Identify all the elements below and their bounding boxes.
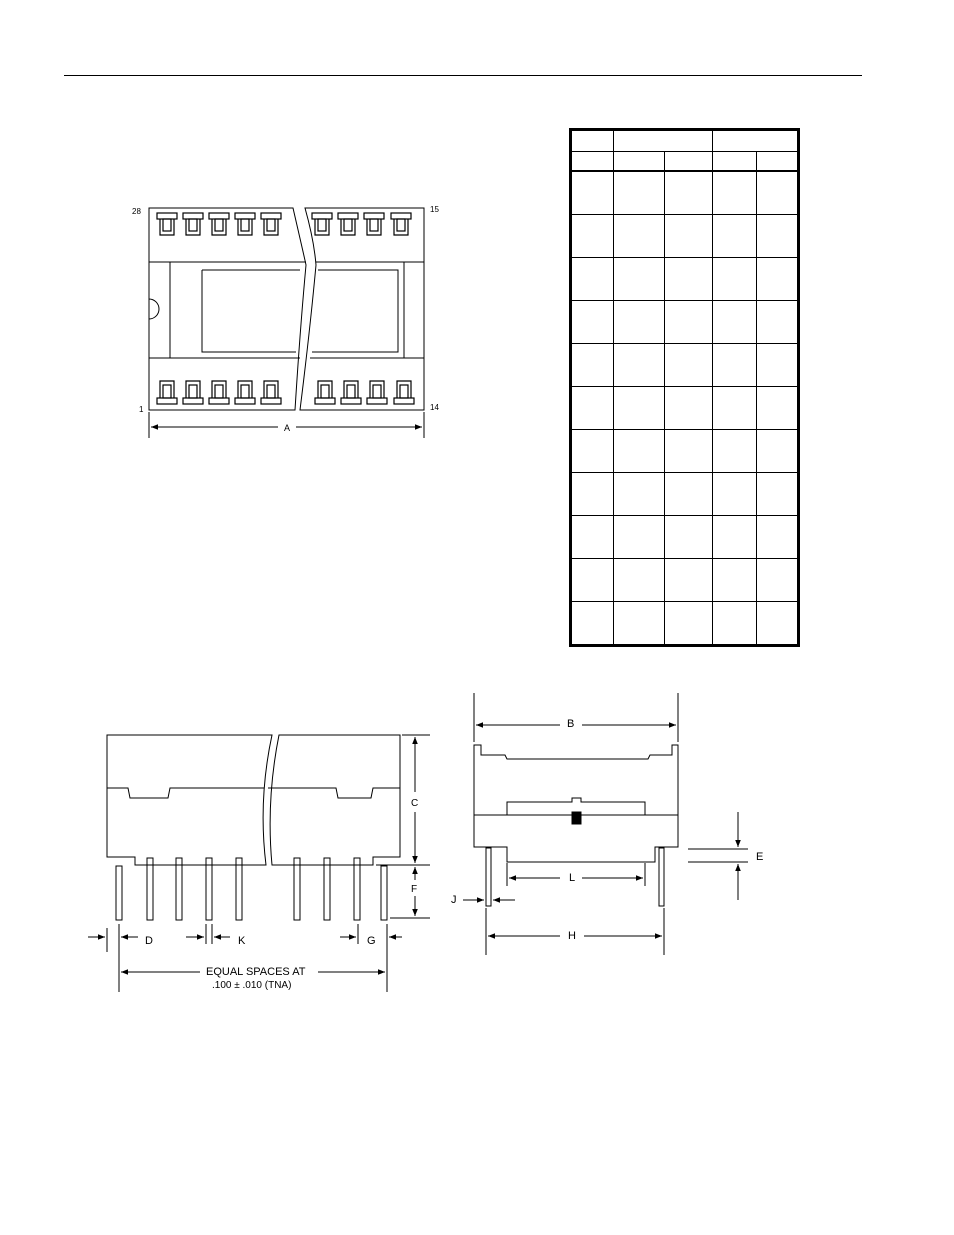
lead [206,858,212,920]
top-view [149,208,424,410]
dim-label-l: L [569,872,576,884]
end-view [474,745,678,906]
lead [324,858,330,920]
pin-label-15: 15 [430,205,439,214]
pin-pad [394,381,414,404]
pin-pad [209,213,229,235]
dimension-e [688,812,748,900]
bottom-row-pins [157,381,414,404]
pin-pad [391,213,411,235]
lead [147,858,153,920]
pin-pad [235,381,255,404]
lead [236,858,242,920]
dimension-b [474,693,678,742]
pin1-notch [149,299,159,319]
lead [354,858,360,920]
pin-pad [157,213,177,235]
pin-pad [315,381,335,404]
side-view-leads [116,858,387,920]
lead [116,866,122,920]
end-view-body [474,745,678,862]
end-lead-left [486,848,491,906]
pin-pad [261,381,281,404]
side-view-body-left [107,735,272,865]
spacing-note-line1: EQUAL SPACES AT [206,966,306,978]
dim-label-j: J [451,894,457,906]
pin-label-1: 1 [139,405,144,414]
top-view-body-left [149,208,306,410]
pin-pad [209,381,229,404]
dimension-l [507,863,645,886]
pin-pad [261,213,281,235]
spacing-note-line2: .100 ± .010 (TNA) [212,980,292,991]
pin-pad [157,381,177,404]
top-view-body-right [300,208,424,410]
pin-label-14: 14 [430,403,439,412]
pin-pad [183,381,203,404]
dim-label-g: G [367,935,376,947]
dim-label-b: B [567,718,575,730]
dim-label-f: F [411,884,418,895]
top-row-pins [157,213,411,235]
dim-label-a: A [284,423,291,433]
dim-label-d: D [145,935,153,947]
side-view [107,735,400,865]
dimension-c-f [376,735,430,918]
lid-outline-left [202,270,300,352]
pin-pad [312,213,332,235]
pin-pad [338,213,358,235]
pin-label-28: 28 [132,207,141,216]
dim-label-h: H [568,930,576,942]
pin-pad [341,381,361,404]
side-view-body-right [270,735,400,865]
end-lead-right [659,848,664,906]
dim-label-c: C [411,798,419,809]
dim-label-e: E [756,851,764,863]
lead [294,858,300,920]
pin-pad [367,381,387,404]
lead [381,866,387,920]
dim-label-k: K [238,935,246,947]
pin-pad [235,213,255,235]
pin-pad [364,213,384,235]
pin-pad [183,213,203,235]
seal-marker [572,812,581,824]
lid-outline-right [312,270,398,352]
lead [176,858,182,920]
